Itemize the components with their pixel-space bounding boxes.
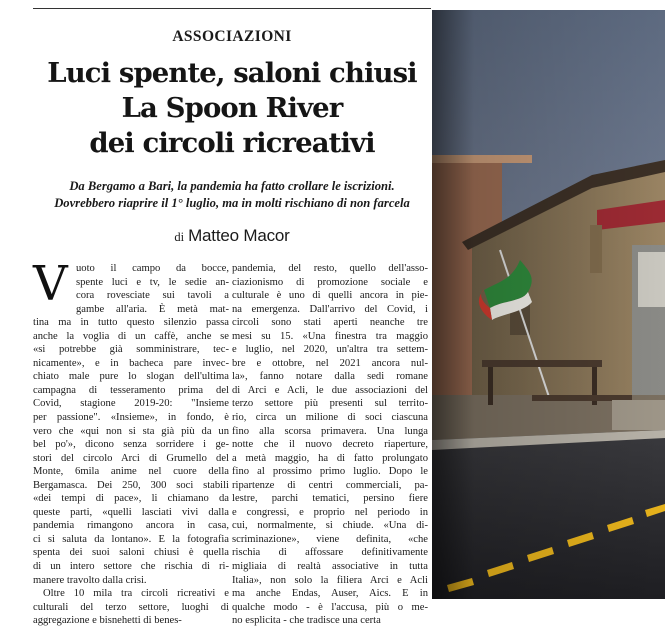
text-line: stori del circolo Arci di Grumello del — [33, 452, 229, 464]
text-line: uoto il campo da bocce, — [76, 263, 229, 274]
text-line: culturale è uno di quelli ancora in pie- — [232, 290, 428, 302]
text-line: tina ma in tutto questo silenzio passa — [33, 317, 229, 329]
text-line: anche la voglia di un caffè, anche se — [33, 330, 229, 342]
drop-cap: V — [33, 256, 68, 312]
text-line: gambe all'aria. È metà mat- — [76, 303, 229, 315]
text-line: Italia», non solo la filiera Arci e Acli — [232, 574, 428, 586]
text-line: di un intero settore che rischia di ri- — [33, 561, 229, 573]
text-line: terzo settore più presenti sul territo- — [232, 398, 428, 410]
text-line: bre e ottobre, nel 2021 ancora nul- — [232, 357, 428, 369]
text-line: fino alla scorsa primavera. Una lunga — [232, 425, 428, 437]
text-line: fino al prossimo primo luglio. Dopo le — [232, 466, 428, 478]
text-line: queste parti, «quelli lasciati vivi dalla — [33, 506, 229, 518]
text-line: lestre, parchi tematici, persino fiere — [232, 493, 428, 505]
headline — [18, 56, 446, 161]
article-photo — [432, 10, 665, 599]
text-line: campagna di tesseramento prima del — [33, 384, 229, 396]
text-line: bel po'», dicono senza sorridere i ge- — [33, 439, 229, 451]
subheadline — [33, 178, 431, 212]
text-line: Oltre 10 mila tra circoli ricreativi e — [43, 588, 229, 600]
text-line: cora rovesciate sui tavoli a — [76, 290, 229, 302]
text-line: «si potrebbe già somministrare, tec- — [33, 344, 229, 356]
text-line: notte che il nuovo decreto riaperture, — [232, 439, 428, 451]
top-rule — [33, 8, 431, 9]
text-line: vero che «qui non si sta già più da un — [33, 425, 229, 437]
text-line: Monte, 6mila anime nel cuore della — [33, 466, 229, 478]
text-line: scriminazione», viene definita, «che — [232, 533, 428, 545]
text-line: a metà maggio, ha di fatto prolungato — [232, 452, 428, 464]
subhead-line: Dovrebbero riaprire il 1° luglio, ma in molti rischiano di non farcela — [54, 196, 410, 210]
text-line: culturali del terzo settore, luoghi di — [33, 601, 229, 613]
text-line: no esplicita - che tradisce una certa — [232, 615, 381, 627]
text-line: Covid, stagione 2019-20: "Insieme — [33, 398, 229, 410]
text-line: rischia di affossare definitivamente — [232, 547, 428, 559]
text-line: na emergenza. Dall'arrivo del Covid, i — [232, 303, 428, 315]
text-line: ci si saluta da lontano». E la fotografia — [33, 533, 229, 545]
text-line: e congressi, e proprio nel periodo in — [232, 506, 428, 518]
text-line: spente luci e tv, le sedie an- — [76, 276, 229, 288]
byline-prefix: di — [174, 230, 185, 244]
headline-line: dei circoli ricreativi — [89, 127, 375, 159]
byline — [33, 226, 431, 246]
text-line: di Arci e Acli, le due associazioni del — [232, 384, 428, 396]
article-column-1 — [33, 256, 229, 628]
text-line: ciazionismo di promozione sociale e — [232, 276, 428, 288]
text-line: mesi su 15. «Una finestra tra maggio — [232, 330, 428, 342]
text-line: la», fanno notare dalla sedi romane — [232, 371, 428, 383]
author-name: Matteo Macor — [188, 226, 290, 245]
text-line: circoli sono stati aperti neanche tre — [232, 317, 428, 329]
subhead-line: Da Bergamo a Bari, la pandemia ha fatto crollare le iscrizioni. — [69, 179, 395, 193]
text-line: pandemia rimangono ancora in casa, — [33, 520, 229, 532]
text-line: qualche modo - è l'accusa, più o me- — [232, 601, 428, 613]
text-line: «dei tempi di pace», li chiamano da — [33, 493, 229, 505]
headline-line: La Spoon River — [121, 92, 343, 124]
text-line: ripartenze di centri commerciali, pa- — [232, 479, 428, 491]
text-line: chiato male pure lo slogan dell'ultima — [33, 371, 229, 383]
section-label: ASSOCIAZIONI — [172, 28, 292, 45]
headline-line: Luci spente, saloni chiusi — [47, 57, 417, 89]
text-line: nicamente», e in bacheca pare invec- — [33, 357, 229, 369]
text-line: manere travolto dalla crisi. — [33, 574, 147, 586]
text-line: rio, circa un milione di soci ciascuna — [232, 412, 428, 424]
article-column-2 — [232, 262, 428, 628]
text-line: ma anche Endas, Auser, Aics. E in — [232, 588, 428, 600]
text-line: per passione". «Insieme», in fondo, è — [33, 412, 229, 424]
text-line: spenta dei suoi saloni chiusi è quella — [33, 547, 229, 559]
text-line: migliaia di realtà associative in tutta — [232, 561, 428, 573]
text-line: pandemia, del resto, quello dell'asso- — [232, 263, 428, 274]
text-line: e luglio, nel 2020, un'altra tra settem- — [232, 344, 428, 356]
text-line: cui, normalmente, si chiude. «Una di- — [232, 520, 428, 532]
text-line: Bergamasca. Dei 250, 300 soci stabili — [33, 479, 229, 491]
text-line: aggregazione e bisnehetti di benes- — [33, 615, 182, 627]
